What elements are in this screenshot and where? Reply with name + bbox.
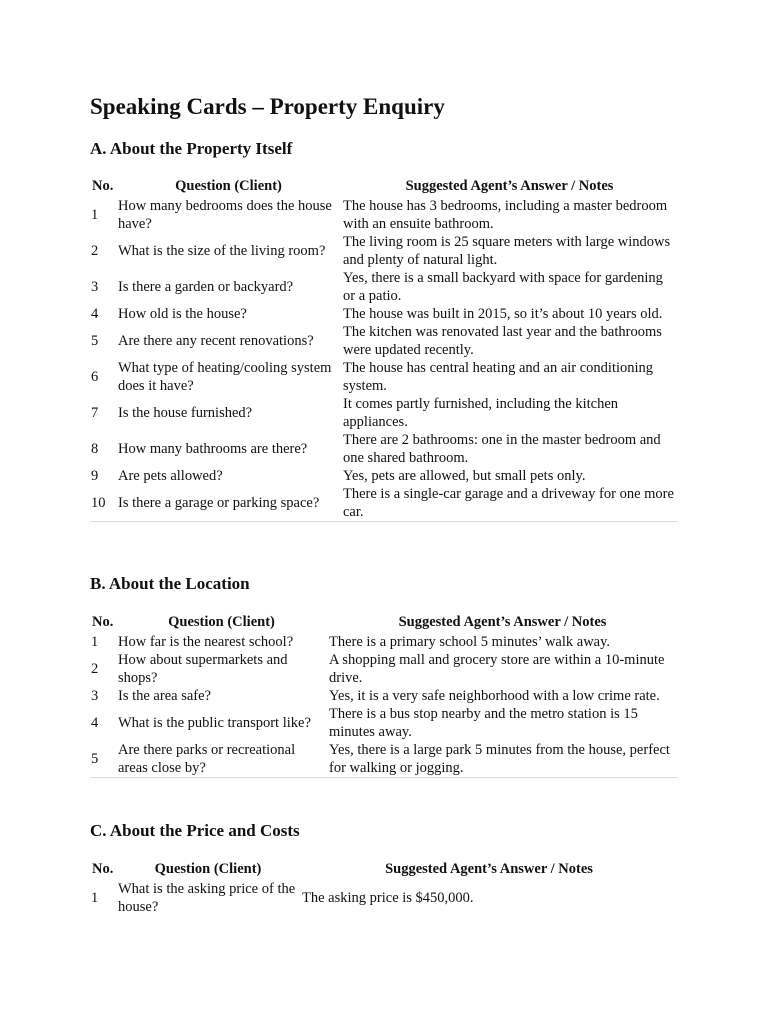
column-header-answer: Suggested Agent’s Answer / Notes bbox=[398, 614, 607, 630]
answer-cell: Yes, there is a large park 5 minutes from the house, perfect for walking or jogging. bbox=[327, 741, 678, 778]
answer-cell: There is a primary school 5 minutes’ walk away. bbox=[329, 634, 611, 650]
answer-cell: Yes, it is a very safe neighborhood with a low crime rate. bbox=[329, 688, 660, 704]
question-cell: What is the public transport like? bbox=[118, 715, 311, 731]
question-cell: What is the size of the living room? bbox=[118, 243, 326, 259]
column-header-question: Question (Client) bbox=[175, 178, 282, 194]
answer-cell: Yes, there is a small backyard with space for gardening or a patio. bbox=[343, 270, 663, 304]
column-header-answer: Suggested Agent’s Answer / Notes bbox=[385, 861, 593, 877]
table-row bbox=[90, 431, 678, 467]
question-cell: What is the asking price of the house? bbox=[118, 881, 296, 915]
column-header-question: Question (Client) bbox=[168, 614, 275, 630]
table-header-row bbox=[90, 858, 678, 880]
property-questions-table bbox=[90, 175, 678, 522]
column-header-no: No. bbox=[92, 861, 114, 877]
row-number: 3 bbox=[91, 688, 99, 704]
table-row bbox=[90, 305, 678, 323]
row-number: 7 bbox=[91, 405, 99, 421]
section-heading-location: B. About the Location bbox=[90, 574, 250, 593]
column-header-no: No. bbox=[92, 178, 114, 194]
table-header-row bbox=[90, 175, 678, 197]
section-heading-price: C. About the Price and Costs bbox=[90, 821, 300, 840]
row-number: 8 bbox=[91, 441, 99, 457]
answer-cell: It comes partly furnished, including the kitchen appliances. bbox=[343, 396, 619, 430]
question-cell: Are there parks or recreational areas close by? bbox=[116, 741, 327, 778]
question-cell: Is there a garden or backyard? bbox=[118, 279, 294, 295]
table-row bbox=[90, 359, 678, 395]
question-cell: How about supermarkets and shops? bbox=[118, 652, 288, 686]
row-number: 1 bbox=[91, 634, 99, 650]
question-cell: How old is the house? bbox=[118, 306, 247, 322]
row-number: 2 bbox=[91, 661, 99, 677]
page-title: Speaking Cards – Property Enquiry bbox=[90, 94, 445, 119]
row-number: 2 bbox=[91, 243, 99, 259]
answer-cell: The house was built in 2015, so it’s about 10 years old. bbox=[343, 306, 663, 322]
table-row bbox=[90, 323, 678, 359]
question-cell: Is the house furnished? bbox=[118, 405, 253, 421]
question-cell: How far is the nearest school? bbox=[118, 634, 294, 650]
answer-cell: A shopping mall and grocery store are within a 10-minute drive. bbox=[329, 652, 665, 686]
question-cell: How many bedrooms does the house have? bbox=[118, 198, 332, 232]
question-cell: What type of heating/cooling system does it have? bbox=[118, 360, 332, 394]
table-row bbox=[90, 880, 678, 916]
table-row bbox=[90, 633, 678, 651]
row-number: 1 bbox=[91, 207, 99, 223]
answer-cell: There is a bus stop nearby and the metro station is 15 minutes away. bbox=[329, 706, 638, 740]
answer-cell: The kitchen was renovated last year and the bathrooms were updated recently. bbox=[343, 324, 662, 358]
table-row bbox=[90, 233, 678, 269]
row-number: 6 bbox=[91, 369, 99, 385]
table-row bbox=[90, 197, 678, 233]
table-header-row bbox=[90, 611, 678, 633]
question-cell: How many bathrooms are there? bbox=[118, 441, 308, 457]
answer-cell: There are 2 bathrooms: one in the master bedroom and one shared bathroom. bbox=[343, 432, 661, 466]
table-row bbox=[90, 687, 678, 705]
table-row bbox=[90, 741, 678, 778]
table-row bbox=[90, 705, 678, 741]
row-number: 3 bbox=[91, 279, 99, 295]
row-number: 4 bbox=[91, 306, 99, 322]
row-number: 5 bbox=[90, 741, 116, 778]
price-questions-table bbox=[90, 858, 678, 916]
answer-cell: Yes, pets are allowed, but small pets only. bbox=[343, 468, 586, 484]
row-number: 4 bbox=[91, 715, 99, 731]
question-cell: Are there any recent renovations? bbox=[118, 333, 314, 349]
answer-cell: There is a single-car garage and a driveway for one more car. bbox=[341, 485, 678, 522]
question-cell: Is there a garage or parking space? bbox=[116, 485, 341, 522]
table-row bbox=[90, 395, 678, 431]
section-heading-property: A. About the Property Itself bbox=[90, 139, 293, 158]
question-cell: Are pets allowed? bbox=[118, 468, 223, 484]
column-header-question: Question (Client) bbox=[154, 861, 262, 877]
row-number: 1 bbox=[91, 890, 99, 906]
answer-cell: The living room is 25 square meters with large windows and plenty of natural light. bbox=[343, 234, 671, 268]
row-number: 10 bbox=[90, 485, 116, 522]
table-row bbox=[90, 651, 678, 687]
question-cell: Is the area safe? bbox=[118, 688, 211, 704]
table-row bbox=[90, 467, 678, 485]
table-row bbox=[90, 485, 678, 522]
row-number: 5 bbox=[91, 333, 99, 349]
column-header-answer: Suggested Agent’s Answer / Notes bbox=[405, 178, 614, 194]
table-row bbox=[90, 269, 678, 305]
row-number: 9 bbox=[91, 468, 99, 484]
answer-cell: The asking price is $450,000. bbox=[302, 890, 474, 906]
column-header-no: No. bbox=[92, 614, 114, 630]
answer-cell: The house has central heating and an air conditioning system. bbox=[343, 360, 654, 394]
answer-cell: The house has 3 bedrooms, including a master bedroom with an ensuite bathroom. bbox=[343, 198, 668, 232]
location-questions-table bbox=[90, 611, 678, 778]
